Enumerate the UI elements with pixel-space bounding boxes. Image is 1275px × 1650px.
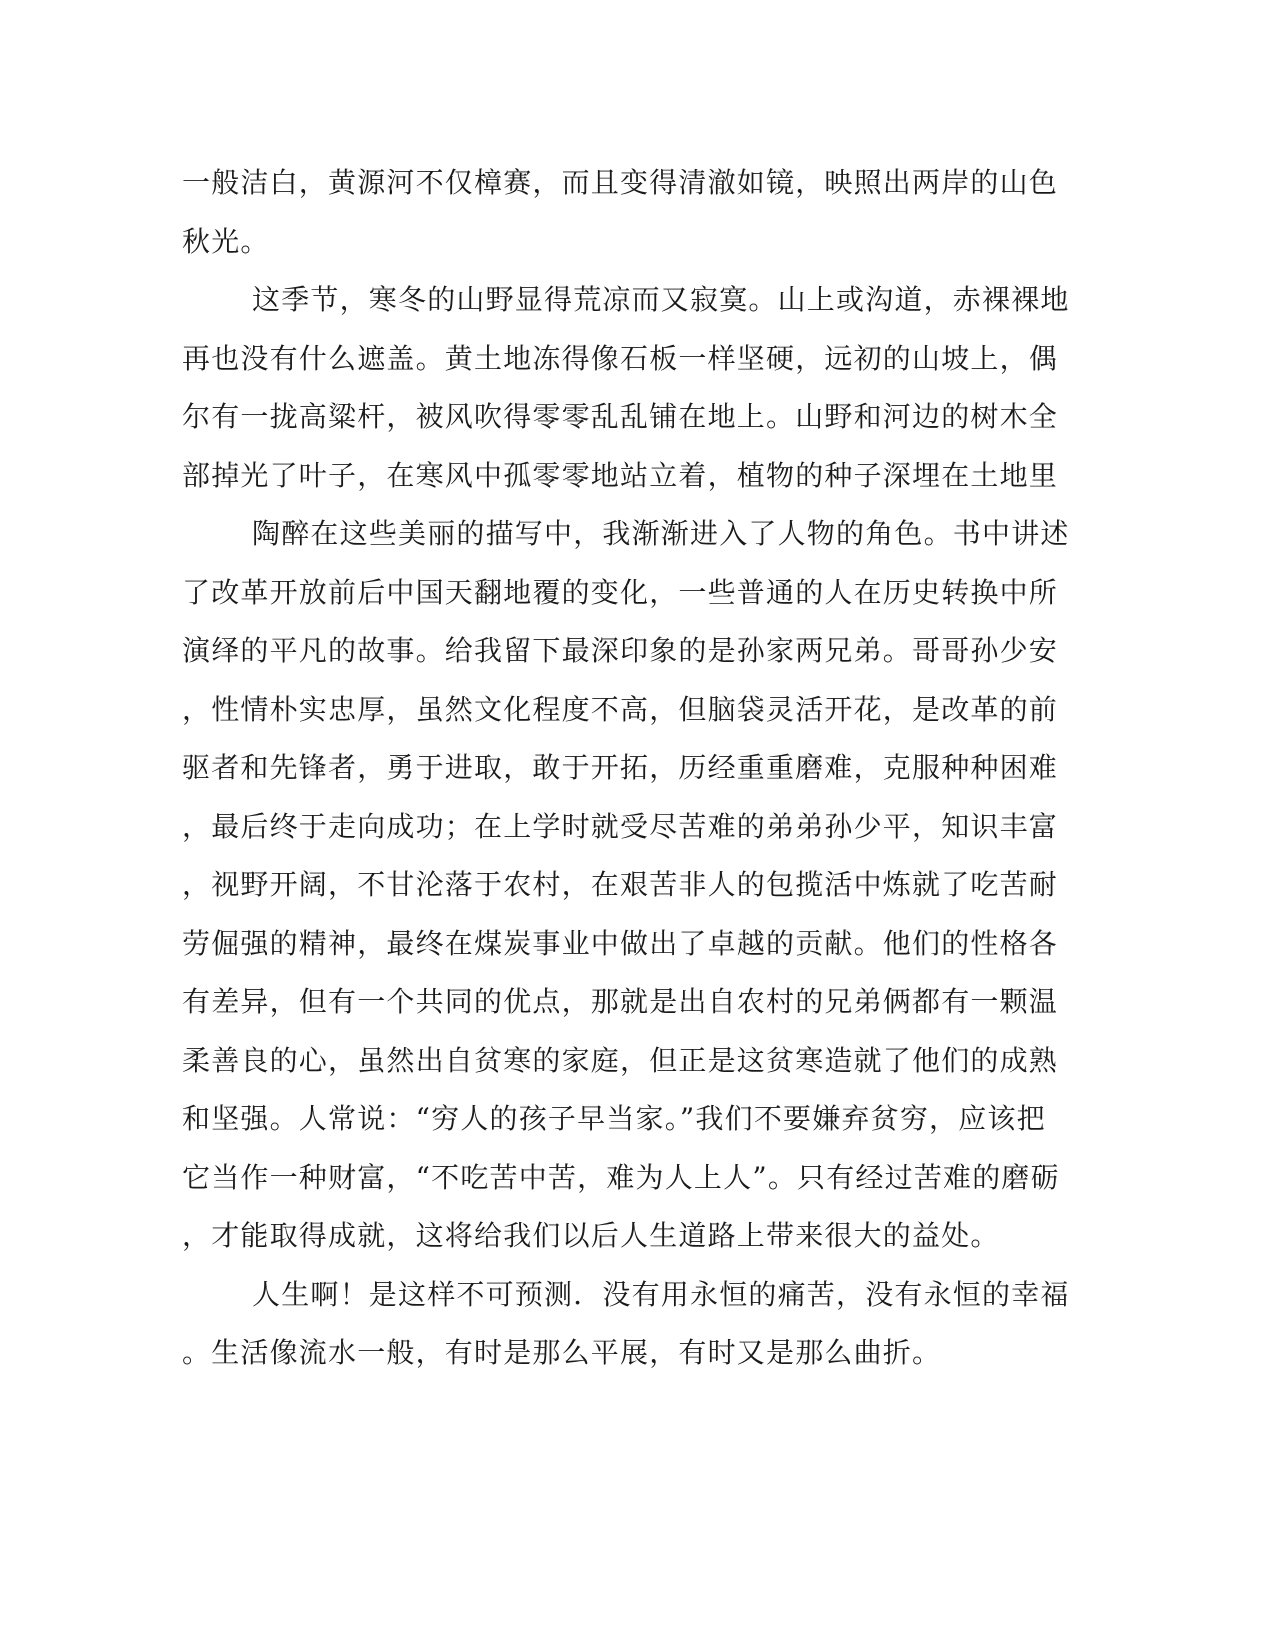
text-line: 了改革开放前后中国天翻地覆的变化，一些普通的人在历史转换中所 — [182, 575, 1059, 609]
text-line: 秋光。 — [182, 224, 270, 258]
text-line: ，性情朴实忠厚，虽然文化程度不高，但脑袋灵活开花，是改革的前 — [182, 692, 1059, 726]
text-line: 柔善良的心，虽然出自贫寒的家庭，但正是这贫寒造就了他们的成熟 — [182, 1043, 1059, 1077]
body-text — [182, 154, 1070, 1383]
text-line: 驱者和先锋者，勇于进取，敢于开拓，历经重重磨难，克服种种困难 — [182, 751, 1059, 784]
text-line: ，才能取得成就，这将给我们以后人生道路上带来很大的益处。 — [182, 1219, 1000, 1252]
text-line: 和坚强。人常说：“穷人的孩子早当家。”我们不要嫌弃贫穷，应该把 — [182, 1102, 1046, 1135]
text-line: 。生活像流水一般，有时是那么平展，有时又是那么曲折。 — [182, 1336, 942, 1369]
text-line: 一般洁白，黄源河不仅樟赛，而且变得清澈如镜，映照出两岸的山色 — [182, 166, 1059, 199]
text-line: 它当作一种财富，“不吃苦中苦，难为人上人”。只有经过苦难的磨砺 — [182, 1160, 1060, 1194]
text-line: 再也没有什么遮盖。黄土地冻得像石板一样坚硬，远初的山坡上，偶 — [182, 341, 1059, 375]
text-line: 有差异，但有一个共同的优点，那就是出自农村的兄弟俩都有一颗温 — [182, 985, 1059, 1018]
text-line: 演绎的平凡的故事。给我留下最深印象的是孙家两兄弟。哥哥孙少安 — [182, 634, 1059, 667]
text-line: 人生啊！是这样不可预测．没有用永恒的痛苦，没有永恒的幸福 — [252, 1277, 1070, 1311]
text-line: ，视野开阔，不甘沦落于农村，在艰苦非人的包揽活中炼就了吃苦耐 — [182, 868, 1059, 901]
text-line: 陶醉在这些美丽的描写中，我渐渐进入了人物的角色。书中讲述 — [252, 517, 1070, 550]
text-line: 尔有一拢高粱杆，被风吹得零零乱乱铺在地上。山野和河边的树木全 — [182, 400, 1059, 433]
text-line: ，最后终于走向成功；在上学时就受尽苦难的弟弟孙少平，知识丰富 — [182, 809, 1059, 843]
text-line: 这季节，寒冬的山野显得荒凉而又寂寞。山上或沟道，赤裸裸地 — [252, 283, 1070, 316]
text-line: 部掉光了叶子，在寒风中孤零零地站立着，植物的种子深埋在土地里 — [182, 458, 1059, 492]
text-line: 劳倔强的精神，最终在煤炭事业中做出了卓越的贡献。他们的性格各 — [182, 926, 1059, 960]
